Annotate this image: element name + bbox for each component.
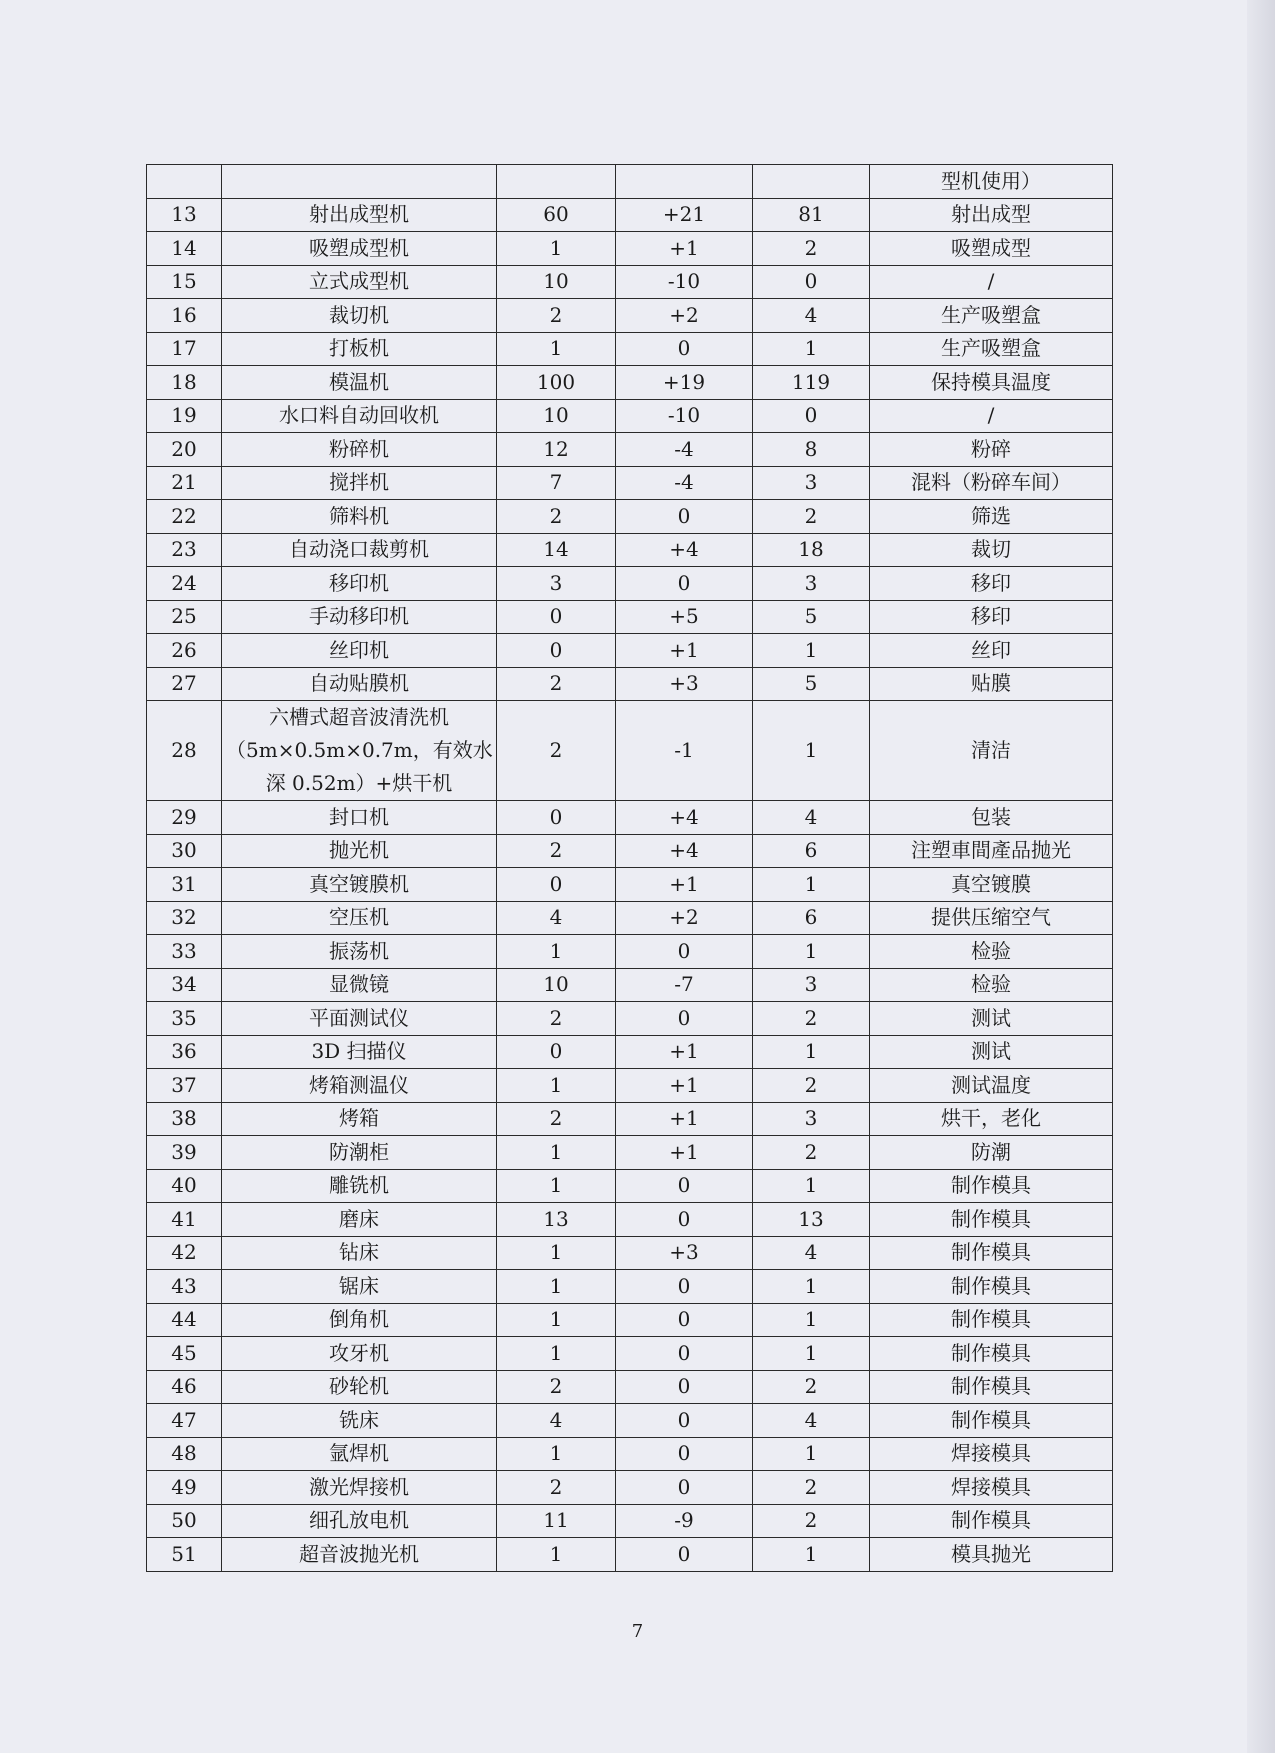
cell-purpose: 移印: [870, 567, 1113, 601]
table-row: [147, 1337, 1113, 1371]
cell-no: 23: [147, 533, 222, 567]
cell-after: 6: [753, 834, 870, 868]
cell-orig: 60: [497, 198, 616, 232]
cell-orig: 1: [497, 1169, 616, 1203]
cell-orig: 10: [497, 968, 616, 1002]
cell-no: 20: [147, 433, 222, 467]
cell-orig: 2: [497, 1471, 616, 1505]
cell-change: -7: [616, 968, 753, 1002]
table-row: [147, 299, 1113, 333]
cell-purpose: 制作模具: [870, 1169, 1113, 1203]
page-number: 7: [631, 1621, 644, 1642]
cell-change: +1: [616, 1102, 753, 1136]
cell-name: 砂轮机: [222, 1370, 497, 1404]
cell-no: 15: [147, 265, 222, 299]
cell-change: +2: [616, 299, 753, 333]
cell-after: 8: [753, 433, 870, 467]
table-row: [147, 868, 1113, 902]
cell-change: +3: [616, 1236, 753, 1270]
cell-change: +1: [616, 1035, 753, 1069]
cell-no: 27: [147, 667, 222, 701]
table-row: [147, 1471, 1113, 1505]
cell-orig: 1: [497, 1437, 616, 1471]
table-row: [147, 1404, 1113, 1438]
table-row: [147, 1270, 1113, 1304]
cell-after: 3: [753, 567, 870, 601]
cell-after: 1: [753, 1303, 870, 1337]
cell-after: 0: [753, 265, 870, 299]
table-row: [147, 1035, 1113, 1069]
cell-purpose: 测试: [870, 1002, 1113, 1036]
cell-no: 50: [147, 1504, 222, 1538]
cell-change: +1: [616, 868, 753, 902]
cell-no: 28: [147, 701, 222, 801]
cell-change: 0: [616, 1002, 753, 1036]
table-row: [147, 198, 1113, 232]
cell-after: 2: [753, 1069, 870, 1103]
cell-after: 2: [753, 500, 870, 534]
table-row: [147, 701, 1113, 801]
cell-no: 30: [147, 834, 222, 868]
table-row: [147, 366, 1113, 400]
cell-after: 4: [753, 1404, 870, 1438]
cell-purpose: 生产吸塑盒: [870, 299, 1113, 333]
cell-orig: 2: [497, 299, 616, 333]
cell-name: 雕铣机: [222, 1169, 497, 1203]
cell-purpose: 烘干，老化: [870, 1102, 1113, 1136]
cell-after: 1: [753, 1035, 870, 1069]
table-row: [147, 801, 1113, 835]
cell-name: 水口料自动回收机: [222, 399, 497, 433]
cell-change: +1: [616, 634, 753, 668]
cell-purpose: 裁切: [870, 533, 1113, 567]
cell-no: 36: [147, 1035, 222, 1069]
cell-purpose: 制作模具: [870, 1404, 1113, 1438]
cell-orig: 0: [497, 600, 616, 634]
cell-after: 1: [753, 701, 870, 801]
cell-change: 0: [616, 1437, 753, 1471]
cell-purpose: 制作模具: [870, 1504, 1113, 1538]
cell-no: 43: [147, 1270, 222, 1304]
cell-name: 打板机: [222, 332, 497, 366]
cell-orig: 4: [497, 1404, 616, 1438]
cell-no: 47: [147, 1404, 222, 1438]
cell-change: +5: [616, 600, 753, 634]
cell-change: +4: [616, 834, 753, 868]
cell-purpose: /: [870, 399, 1113, 433]
cell-after: 5: [753, 600, 870, 634]
cell-no: 44: [147, 1303, 222, 1337]
cell-no: 46: [147, 1370, 222, 1404]
cell-change: 0: [616, 1270, 753, 1304]
equipment-table-body: [147, 165, 1113, 1572]
cell-no: 48: [147, 1437, 222, 1471]
table-row: [147, 1370, 1113, 1404]
cell-no: 17: [147, 332, 222, 366]
cell-purpose: 移印: [870, 600, 1113, 634]
cell-orig: 1: [497, 935, 616, 969]
cell-orig: 2: [497, 834, 616, 868]
cell-orig: 2: [497, 1002, 616, 1036]
cell-orig: 2: [497, 1102, 616, 1136]
cell-no: 40: [147, 1169, 222, 1203]
cell-after: 1: [753, 332, 870, 366]
cell-orig: 1: [497, 1303, 616, 1337]
cell-name: 自动浇口裁剪机: [222, 533, 497, 567]
cell-after: 5: [753, 667, 870, 701]
cell-purpose: 检验: [870, 935, 1113, 969]
cell-change: [616, 165, 753, 199]
table-row: [147, 1069, 1113, 1103]
cell-name: 封口机: [222, 801, 497, 835]
cell-orig: 100: [497, 366, 616, 400]
table-row: [147, 1169, 1113, 1203]
cell-change: 0: [616, 332, 753, 366]
cell-name: 粉碎机: [222, 433, 497, 467]
cell-no: 39: [147, 1136, 222, 1170]
cell-change: 0: [616, 1203, 753, 1237]
cell-name: 细孔放电机: [222, 1504, 497, 1538]
cell-no: 35: [147, 1002, 222, 1036]
cell-purpose: 清洁: [870, 701, 1113, 801]
table-row: [147, 1136, 1113, 1170]
cell-name: 平面测试仪: [222, 1002, 497, 1036]
cell-orig: 11: [497, 1504, 616, 1538]
table-row: [147, 567, 1113, 601]
cell-after: 2: [753, 1136, 870, 1170]
cell-change: 0: [616, 500, 753, 534]
cell-no: 18: [147, 366, 222, 400]
cell-after: 1: [753, 1169, 870, 1203]
cell-purpose: 包装: [870, 801, 1113, 835]
cell-purpose: 真空镀膜: [870, 868, 1113, 902]
cell-orig: 10: [497, 399, 616, 433]
cell-change: +1: [616, 1069, 753, 1103]
cell-name: 立式成型机: [222, 265, 497, 299]
cell-no: 29: [147, 801, 222, 835]
equipment-table: [146, 164, 1113, 1572]
cell-change: 0: [616, 1337, 753, 1371]
cell-name: 筛料机: [222, 500, 497, 534]
cell-no: 26: [147, 634, 222, 668]
cell-name: 模温机: [222, 366, 497, 400]
cell-name: 铣床: [222, 1404, 497, 1438]
cell-orig: 1: [497, 332, 616, 366]
cell-no: 13: [147, 198, 222, 232]
cell-after: 4: [753, 1236, 870, 1270]
cell-no: 37: [147, 1069, 222, 1103]
table-row: [147, 1303, 1113, 1337]
cell-name: 超音波抛光机: [222, 1538, 497, 1572]
cell-after: 3: [753, 466, 870, 500]
cell-purpose: 提供压缩空气: [870, 901, 1113, 935]
table-row: [147, 1437, 1113, 1471]
cell-no: 33: [147, 935, 222, 969]
table-row: [147, 1102, 1113, 1136]
table-row: [147, 1504, 1113, 1538]
cell-purpose: 注塑車間產品抛光: [870, 834, 1113, 868]
cell-no: 38: [147, 1102, 222, 1136]
cell-name-line: 深 0.52m）+烘干机: [265, 771, 453, 795]
cell-name: 裁切机: [222, 299, 497, 333]
cell-purpose: 丝印: [870, 634, 1113, 668]
cell-purpose: 测试: [870, 1035, 1113, 1069]
cell-change: 0: [616, 1370, 753, 1404]
cell-orig: 2: [497, 667, 616, 701]
cell-orig: 4: [497, 901, 616, 935]
cell-purpose: 筛选: [870, 500, 1113, 534]
table-row: [147, 1538, 1113, 1572]
table-row: [147, 600, 1113, 634]
cell-name: 手动移印机: [222, 600, 497, 634]
cell-after: 0: [753, 399, 870, 433]
cell-purpose: 保持模具温度: [870, 366, 1113, 400]
cell-purpose: 制作模具: [870, 1337, 1113, 1371]
cell-change: 0: [616, 1404, 753, 1438]
cell-after: 2: [753, 1002, 870, 1036]
cell-purpose: 贴膜: [870, 667, 1113, 701]
cell-orig: 0: [497, 1035, 616, 1069]
cell-purpose: 粉碎: [870, 433, 1113, 467]
table-row: [147, 1002, 1113, 1036]
cell-change: -4: [616, 433, 753, 467]
cell-name: [222, 165, 497, 199]
cell-change: 0: [616, 1538, 753, 1572]
cell-change: +4: [616, 533, 753, 567]
cell-orig: 10: [497, 265, 616, 299]
table-row: [147, 834, 1113, 868]
cell-change: -1: [616, 701, 753, 801]
cell-change: -10: [616, 399, 753, 433]
table-row: [147, 332, 1113, 366]
cell-change: 0: [616, 1471, 753, 1505]
cell-purpose: 检验: [870, 968, 1113, 1002]
cell-name: 丝印机: [222, 634, 497, 668]
cell-name: 钻床: [222, 1236, 497, 1270]
table-row: [147, 935, 1113, 969]
cell-after: 1: [753, 935, 870, 969]
cell-no: 21: [147, 466, 222, 500]
cell-name: 防潮柜: [222, 1136, 497, 1170]
table-row: [147, 433, 1113, 467]
cell-name: 氩焊机: [222, 1437, 497, 1471]
cell-purpose: 制作模具: [870, 1370, 1113, 1404]
cell-change: +3: [616, 667, 753, 701]
cell-no: 22: [147, 500, 222, 534]
cell-change: +1: [616, 232, 753, 266]
cell-change: -4: [616, 466, 753, 500]
cell-orig: 1: [497, 1538, 616, 1572]
cell-orig: 0: [497, 801, 616, 835]
cell-orig: 3: [497, 567, 616, 601]
cell-orig: 14: [497, 533, 616, 567]
cell-orig: 1: [497, 1069, 616, 1103]
table-row: [147, 232, 1113, 266]
cell-change: -10: [616, 265, 753, 299]
cell-name: 振荡机: [222, 935, 497, 969]
cell-name: 显微镜: [222, 968, 497, 1002]
cell-change: +4: [616, 801, 753, 835]
cell-orig: 2: [497, 701, 616, 801]
cell-no: 25: [147, 600, 222, 634]
cell-purpose: 防潮: [870, 1136, 1113, 1170]
cell-purpose: 吸塑成型: [870, 232, 1113, 266]
cell-after: 1: [753, 1337, 870, 1371]
cell-name-line: （5m×0.5m×0.7m，有效水: [226, 738, 493, 762]
cell-change: +21: [616, 198, 753, 232]
cell-name: 抛光机: [222, 834, 497, 868]
cell-change: 0: [616, 567, 753, 601]
cell-after: 1: [753, 1437, 870, 1471]
cell-purpose: /: [870, 265, 1113, 299]
cell-orig: [497, 165, 616, 199]
cell-change: +2: [616, 901, 753, 935]
cell-no: [147, 165, 222, 199]
cell-after: 2: [753, 1504, 870, 1538]
cell-after: 1: [753, 868, 870, 902]
cell-name: 射出成型机: [222, 198, 497, 232]
cell-name: 自动贴膜机: [222, 667, 497, 701]
cell-orig: 0: [497, 868, 616, 902]
cell-orig: 1: [497, 232, 616, 266]
table-row: [147, 901, 1113, 935]
page-edge-shadow: [1247, 0, 1275, 1753]
cell-orig: 1: [497, 1337, 616, 1371]
cell-purpose: 测试温度: [870, 1069, 1113, 1103]
table-row: [147, 466, 1113, 500]
cell-orig: 1: [497, 1270, 616, 1304]
cell-after: 2: [753, 1471, 870, 1505]
cell-name: 真空镀膜机: [222, 868, 497, 902]
cell-after: 81: [753, 198, 870, 232]
cell-change: 0: [616, 1303, 753, 1337]
table-row: [147, 500, 1113, 534]
cell-change: 0: [616, 1169, 753, 1203]
cell-after: 119: [753, 366, 870, 400]
cell-purpose: 型机使用）: [870, 165, 1113, 199]
table-row: [147, 399, 1113, 433]
cell-change: +1: [616, 1136, 753, 1170]
cell-orig: 7: [497, 466, 616, 500]
cell-name: [222, 701, 497, 801]
cell-name: 空压机: [222, 901, 497, 935]
cell-purpose: 制作模具: [870, 1270, 1113, 1304]
cell-no: 49: [147, 1471, 222, 1505]
cell-name: 激光焊接机: [222, 1471, 497, 1505]
table-row: [147, 968, 1113, 1002]
cell-orig: 1: [497, 1236, 616, 1270]
cell-no: 16: [147, 299, 222, 333]
cell-name: 吸塑成型机: [222, 232, 497, 266]
table-row: [147, 1236, 1113, 1270]
cell-after: 1: [753, 634, 870, 668]
cell-orig: 12: [497, 433, 616, 467]
cell-no: 42: [147, 1236, 222, 1270]
cell-after: 3: [753, 968, 870, 1002]
cell-orig: 2: [497, 500, 616, 534]
cell-name: 移印机: [222, 567, 497, 601]
cell-purpose: 制作模具: [870, 1203, 1113, 1237]
cell-after: 4: [753, 801, 870, 835]
cell-purpose: 模具抛光: [870, 1538, 1113, 1572]
cell-name: 搅拌机: [222, 466, 497, 500]
cell-name: 3D 扫描仪: [222, 1035, 497, 1069]
cell-after: 1: [753, 1538, 870, 1572]
cell-purpose: 混料（粉碎车间）: [870, 466, 1113, 500]
cell-after: 2: [753, 232, 870, 266]
cell-after: 4: [753, 299, 870, 333]
cell-after: [753, 165, 870, 199]
cell-orig: 1: [497, 1136, 616, 1170]
cell-change: +19: [616, 366, 753, 400]
cell-name: 攻牙机: [222, 1337, 497, 1371]
cell-after: 13: [753, 1203, 870, 1237]
continuation-row: [147, 165, 1113, 199]
table-row: [147, 265, 1113, 299]
cell-no: 41: [147, 1203, 222, 1237]
table-row: [147, 1203, 1113, 1237]
cell-no: 19: [147, 399, 222, 433]
cell-no: 14: [147, 232, 222, 266]
cell-name: 倒角机: [222, 1303, 497, 1337]
cell-purpose: 制作模具: [870, 1303, 1113, 1337]
cell-after: 3: [753, 1102, 870, 1136]
cell-no: 45: [147, 1337, 222, 1371]
cell-purpose: 生产吸塑盒: [870, 332, 1113, 366]
cell-after: 1: [753, 1270, 870, 1304]
cell-purpose: 制作模具: [870, 1236, 1113, 1270]
cell-no: 24: [147, 567, 222, 601]
table-row: [147, 634, 1113, 668]
cell-change: 0: [616, 935, 753, 969]
cell-name: 锯床: [222, 1270, 497, 1304]
cell-after: 2: [753, 1370, 870, 1404]
cell-name: 烤箱测温仪: [222, 1069, 497, 1103]
cell-no: 34: [147, 968, 222, 1002]
cell-after: 18: [753, 533, 870, 567]
cell-no: 51: [147, 1538, 222, 1572]
cell-purpose: 焊接模具: [870, 1471, 1113, 1505]
cell-after: 6: [753, 901, 870, 935]
cell-purpose: 焊接模具: [870, 1437, 1113, 1471]
table-row: [147, 533, 1113, 567]
cell-no: 32: [147, 901, 222, 935]
cell-orig: 13: [497, 1203, 616, 1237]
cell-orig: 2: [497, 1370, 616, 1404]
cell-purpose: 射出成型: [870, 198, 1113, 232]
cell-change: -9: [616, 1504, 753, 1538]
cell-name-line: 六槽式超音波清洗机: [269, 705, 449, 729]
cell-name: 烤箱: [222, 1102, 497, 1136]
cell-orig: 0: [497, 634, 616, 668]
cell-no: 31: [147, 868, 222, 902]
table-row: [147, 667, 1113, 701]
cell-name: 磨床: [222, 1203, 497, 1237]
